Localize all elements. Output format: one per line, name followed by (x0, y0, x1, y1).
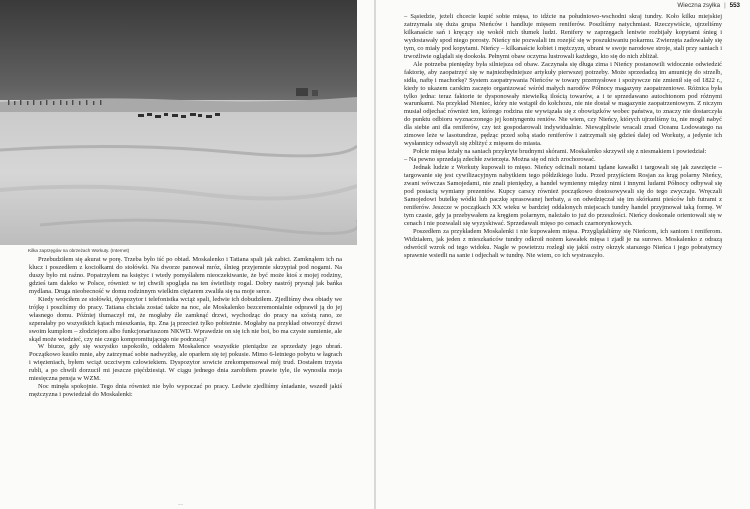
paragraph: – Sąsiedzie, jeżeli chcecie kupić sobie mięsa, to idźcie na południowo-wschodni skraj tundry. Koło kilku miejskiej zatrzymała się duża grupa Nieńców i handluje mięsem reniferów. Poszliśmy natychmiast. Rzeczywiście, ujrzeliśmy kilkanaście sań i kręcący się wokół nich tłumek ludzi. Renifery w zaprzęgach leniwie rozbijały kopytami śnieg i wydostawały spod niego porosty. Nieńcy nie pozwalali im rozejść się w poszukiwaniu pokarmu. Zwierzęta zadowalały się tym, co miały pod kopytami. Nieńcy – kilkanaście kobiet i mężczyzn, ubrani w swoje narodowe stroje, stali przy saniach i trwożliwie oglądali się dookoła. Pełnymi obaw oczyma lustrowali każdego, kto się do nich zbliżał. (404, 13, 722, 60)
right-page (376, 0, 750, 509)
paragraph: Kiedy wróciłem ze stołówki, dyspozytor i telefonistka wciąż spali, ledwie ich dobudziłem. Zjedliśmy dwa obiady we trójkę i poszliśmy do pracy. Tatiana chciała zostać także na noc, ale Moskalenko bezceremonialnie odprawił ją do jej własnego domu. Później tłumaczył mi, że mogłaby źle zamknąć drzwi, wychodząc do pracy na szóstą rano, ze szperałaby po wszystkich kątach mieszkania, itp. Zna ją przecież tylko pobieżnie. Mogłaby na przykład otworzyć drzwi swoim kumplom – złodziejom albo funkcjonariuszom NKWD. Wprawdzie on się ich nie boi, bo ma czyste sumienie, ale skąd może wiedzieć, czy nie czego kompromitującego nie podrzucą? (29, 295, 342, 343)
running-head-title: Wieczna zsyłka (677, 2, 721, 9)
sled-caravan-photo (0, 0, 357, 245)
right-page-text (404, 13, 722, 260)
paragraph: – Na pewno sprzedają zdechłe zwierzęta. Można się od nich zrochorować. (404, 156, 596, 164)
paragraph: Połcie mięsa leżały na saniach przykryte brudnymi skórami. Moskalenko skrzywił się z niesmakiem i powiedział: (413, 148, 707, 156)
paragraph: Jednak ludzie z Workuty kupowali to mięso. Nieńcy odcinali notami tądane kawałki i targowali się jak zawzięcie – targowanie się jest cywilizacyjnym nabytkiem tego półdzikiego ludu. Przed przyjściem Rosjan za krąg polarny Nieńcy, zwani wówczas Samojedami, nie znali pieniędzy, a handel wymienny między nimi i innymi ludami Północy odbywał się pod postacią wymiany prezentów. Kupcy carscy również początkowo dostosowywali się do tego zwyczaju. Wręczali Samojedowi butelkę wódki lub paczkę sprasowanej herbaty, a on odwdzięczał się im skórkami pieśców lub futrami z reniferów. Jeszcze w początkach XX wieku w bardziej oddalonych miejscach tundry handel przyjmował taką formę. W tym czasie, gdy ja przebywałem za kręgiem polarnym, należało to już do przeszłości. Nieńcy doskonale orientowali się w cenach i nie pozwalali się wyzyskiwać. Sprzedawali mięso po cenach czarnorynkowych. (404, 164, 722, 227)
footer-mark: — (178, 503, 184, 508)
left-page-text (29, 256, 342, 399)
paragraph: Poszedłem za przykładem Moskalenki i nie kupowałem mięsa. Przyglądaliśmy się Nieńcom, ich saniom i reniferom. Widziałem, jak jeden z mieszkańców tundry odkroił nożem kawałek mięsa i zjadł je na surowo. Moskalenko z odrazą odwrócił wzrok od tego widoku. Nagle w powietrzu rozległ się jakiś ostry okrzyk starszego Nieńca i jego pobratymcy sprawnie wsiedli na sanie i odjechali w tundrę. Nie wiem, co ich wystraszyło. (404, 227, 722, 259)
running-head-separator: | (724, 2, 726, 9)
paragraph: Ale potrzeba pieniędzy była silniejsza od obaw. Zaczynała się długa zima i Nieńcy postanowili widocznie odwiedzić faktorię, aby zaopatrzyć się w najniezbędniejsze artykuły pierwszej potrzeby. Może sprzedadzą im amunicję do strzelb, sidła, naftę i machorkę? System zaopatrywania Nieńców w towary przemysłowe i spożywcze nie zmienił się od 1822 r., kiedy to ukazem carskim zaczęto organizować wśród małych narodów Północy magazyny zaopatrzeniowe. Różnica była tylko jedna: teraz faktorie te dysponowały niewielką ilością towarów, a i te sprzedawano autochtonom pod różnymi warunkami. Na przykład Nieniec, który nie wstąpił do kołchozu, nie nie dostał w magazynie zaopatrzeniowym. Z niczym musiał odjechać również ten, którego rodzina nie wywiązała się z obowiązków wobec państwa, to znaczy nie dostarczyła do punktu odbioru wyznaczonego jej kontyngentu reniów. Nie wiem, czy Nieńcy, których ujrzeliśmy tu, nie mogli nabyć dla siebie ani dla reniferów, czy też gospodarowali indywidualnie. Niewątpliwie wracali znad Oceanu Lodowatego na zimowe leże w lasotundrze, pędząc przed sobą stado reniferów i zatrzymali się gdzieś dalej od Workuty, a jedynie ich wysłannicy odważyli się zbliżyć z mięsem do miasta. (404, 60, 722, 148)
paragraph: W biurze, gdy się wszystko uspokoiło, oddałem Moskalence wszystkie pieniądze ze sprzedaży jego ubrań. Początkowo kusiło mnie, aby zatrzymać sobie nadwyżkę, ale oparłem się tej pokusie. Mimo 6-letniego pobytu w łagrach i więzieniach, byłem wciąż uczciwym człowiekiem. Dyspozytor sowicie zrekompensował mój trud. Dostałem trzysta rubli, a po chwili dorzucił mi jeszcze pięćdziesiąt. W ciągu jednego dnia zarobiłem prawie tyle, ile wynosiła moja miesięczna pensja w WZM. (29, 343, 342, 383)
photo-caption: Kilka zaprzęgów na obrzeżach Workuty. (Internet) (28, 248, 130, 253)
running-header (677, 2, 740, 9)
paragraph: Noc minęła spokojnie. Tego dnia również nie było wypoczać po pracy. Ledwie zjedliśmy śniadanie, wszedł jakiś mężczyzna i powiedział do Moskalenki: (29, 383, 342, 399)
page-number: 553 (729, 2, 740, 9)
paragraph: Przebudziłem się akurat w porę. Trzeba było iść po obiad. Moskalenko i Tatiana spali jak zabici. Zamknąłem ich na klucz i poszedłem z kociołkami do stołówki. Na dworze panował mróz, ślnieg przyjemnie skrzypiał pod nogami. Na duszy było mi raźno. Popatrzyłem na księżyc i wtedy pomyślałem nieoczekiwanie, że być może ktoś z mojej rodziny, gdzieś tam daleko w Polsce, również w tej chwili spogląda na ten świetlisty rogal. Dobry nastrój prysnął jak bańka mydlana. Druga nieobecność w domu rodzinnym wielkim ciężarem zwaliła się na moje serce. (29, 256, 342, 295)
left-page (0, 0, 374, 509)
